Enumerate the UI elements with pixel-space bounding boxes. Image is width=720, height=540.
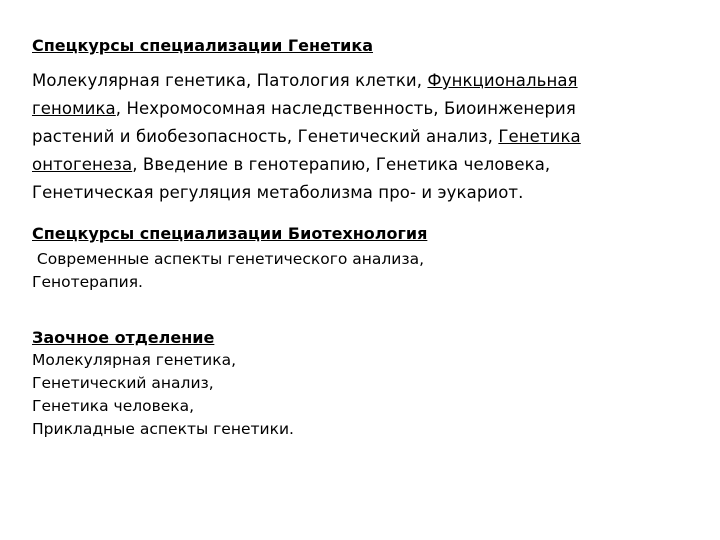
correspondence-courses-list [32,349,294,441]
list-item: Генетический анализ, [32,374,214,392]
list-item: Молекулярная генетика, [32,351,237,369]
biotech-courses-list [32,248,424,294]
list-item: Современные аспекты генетического анализа, [32,250,425,268]
list-item: Генотерапия. [32,273,143,291]
biotech-heading: Спецкурсы специализации Биотехнология [32,224,428,243]
genetics-courses-text: Молекулярная генетика, Патология клетки, [32,71,428,90]
genetics-courses-paragraph [32,67,662,207]
list-item: Прикладные аспекты генетики. [32,420,294,438]
correspondence-heading: Заочное отделение [32,328,215,347]
genetics-courses-text: , Нехромосомная наследственность, Биоинженерия растений и биобезопасность, Генетический анализ, [32,99,576,146]
genetics-heading: Спецкурсы специализации Генетика [32,36,373,55]
genetics-courses-text: , Введение в генотерапию, Генетика человека, Генетическая регуляция метаболизма про- и эукариот. [32,155,551,202]
genetics-course-ontogenesis: Генетика онтогенеза [32,127,581,174]
genetics-course-functional-genomics: Функциональная геномика [32,71,578,118]
list-item: Генетика человека, [32,397,195,415]
